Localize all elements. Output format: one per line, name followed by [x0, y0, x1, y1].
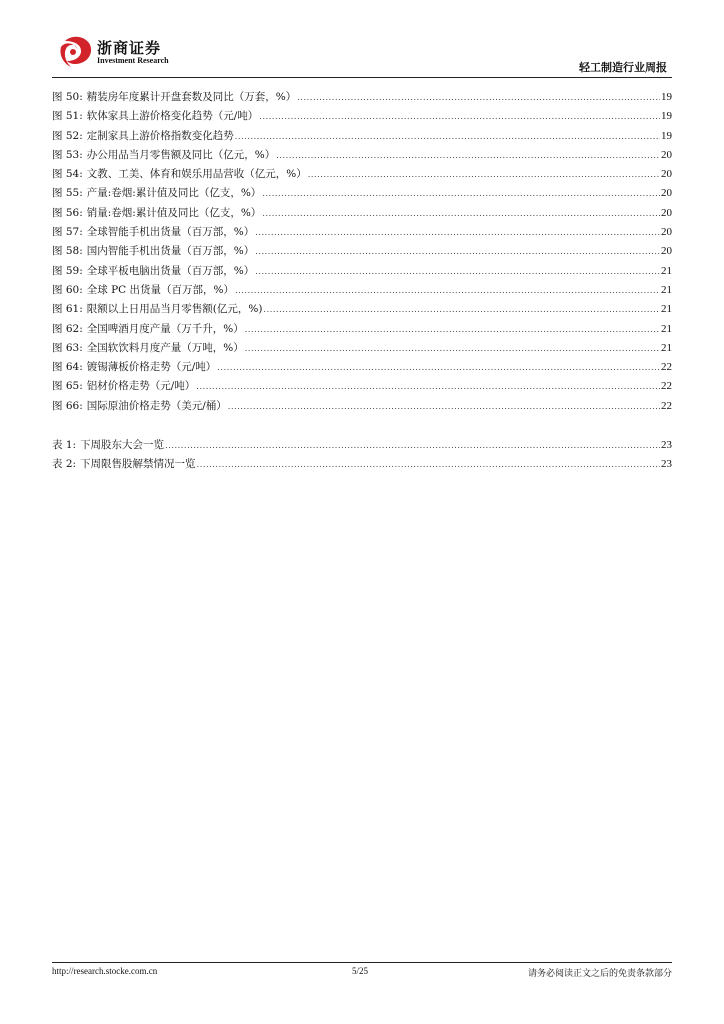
toc-leader-dots	[255, 242, 660, 261]
toc-entry-page: 23	[661, 439, 672, 451]
toc-entry-prefix: 图 60:	[52, 283, 83, 296]
toc-entry-title: 全国软饮料月度产量（万吨，%）	[86, 341, 244, 354]
toc-entry-page: 20	[661, 187, 672, 200]
toc-entry-fig-54[interactable]	[52, 165, 672, 184]
company-logo	[57, 35, 167, 71]
toc-entry-title: 产量:卷烟:累计值及同比（亿支，%）	[86, 187, 262, 200]
toc-entry-page: 20	[661, 206, 672, 219]
toc-entry-fig-58[interactable]	[52, 242, 672, 261]
toc-entry-page: 23	[661, 458, 672, 471]
toc-entry-prefix: 图 65:	[52, 380, 83, 393]
toc-entry-fig-59[interactable]	[52, 262, 672, 281]
toc-leader-dots	[228, 397, 660, 416]
toc-entry-page: 21	[661, 322, 672, 335]
toc-entry-page: 21	[661, 264, 672, 277]
toc-entry-title: 国内智能手机出货量（百万部，%）	[86, 245, 255, 258]
toc-leader-dots	[259, 107, 660, 126]
toc-leader-dots	[245, 339, 660, 358]
toc-entry-prefix: 图 54:	[52, 168, 83, 181]
toc-entry-fig-61[interactable]	[52, 300, 672, 319]
toc-entry-fig-62[interactable]	[52, 320, 672, 339]
toc-entry-prefix: 图 59:	[52, 264, 83, 277]
toc-entry-prefix: 图 61:	[52, 303, 83, 316]
toc-leader-dots	[276, 146, 660, 165]
toc-entry-prefix: 图 64:	[52, 361, 83, 374]
toc-entry-fig-56[interactable]	[52, 204, 672, 223]
toc-entry-fig-53[interactable]	[52, 146, 672, 165]
toc-entry-fig-64[interactable]	[52, 358, 672, 377]
toc-entry-prefix: 图 55:	[52, 187, 83, 200]
toc-entry-fig-55[interactable]	[52, 184, 672, 203]
toc-entry-fig-60[interactable]	[52, 281, 672, 300]
toc-entry-prefix: 表 1:	[52, 439, 77, 451]
toc-entry-page: 22	[661, 380, 672, 393]
toc-entry-title: 精装房年度累计开盘套数及同比（万套，%）	[86, 91, 297, 103]
toc-leader-dots	[235, 281, 660, 300]
toc-entry-page: 21	[661, 303, 672, 316]
toc-entry-title: 销量:卷烟:累计值及同比（亿支，%）	[86, 206, 262, 219]
toc-leader-dots	[217, 358, 660, 377]
toc-entry-prefix: 表 2:	[52, 458, 77, 471]
toc-entry-fig-63[interactable]	[52, 339, 672, 358]
toc-leader-dots	[262, 204, 660, 223]
toc-entry-prefix: 图 53:	[52, 148, 83, 161]
toc-entry-title: 国际原油价格走势（美元/桶）	[86, 399, 227, 412]
toc-entry-title: 全球智能手机出货量（百万部，%）	[86, 226, 255, 239]
toc-entry-title: 下周股东大会一览	[80, 439, 165, 451]
logo-mark-icon	[57, 35, 93, 69]
toc-entry-prefix: 图 58:	[52, 245, 83, 258]
toc-leader-dots	[235, 127, 660, 146]
toc-leader-dots	[196, 377, 660, 396]
toc-entry-page: 22	[661, 399, 672, 412]
logo-english-name: Investment Research	[97, 56, 169, 65]
toc-entry-title: 全球 PC 出货量（百万部，%）	[86, 283, 235, 296]
toc-entry-page: 19	[661, 110, 672, 123]
toc-entry-prefix: 图 66:	[52, 399, 83, 412]
toc-entry-title: 限额以上日用品当月零售额(亿元，%)	[86, 303, 263, 316]
toc-leader-dots	[245, 320, 660, 339]
toc-entry-fig-51[interactable]	[52, 107, 672, 126]
toc-entry-prefix: 图 57:	[52, 226, 83, 239]
toc-entry-title: 铝材价格走势（元/吨）	[86, 380, 196, 393]
toc-entry-page: 22	[661, 361, 672, 374]
toc-entry-page: 20	[661, 226, 672, 239]
toc-leader-dots	[262, 184, 660, 203]
toc-entry-title: 办公用品当月零售额及同比（亿元，%）	[86, 148, 276, 161]
table-list	[52, 436, 672, 475]
toc-entry-page: 21	[661, 341, 672, 354]
toc-leader-dots	[263, 300, 660, 319]
toc-entry-page: 19	[661, 91, 672, 103]
logo-chinese-name: 浙商证券	[97, 39, 162, 57]
toc-leader-dots	[197, 455, 660, 474]
toc-entry-fig-52[interactable]	[52, 127, 672, 146]
toc-entry-page: 20	[661, 148, 672, 161]
toc-entry-prefix: 图 63:	[52, 341, 83, 354]
toc-entry-page: 20	[661, 245, 672, 258]
toc-entry-fig-66[interactable]	[52, 397, 672, 416]
toc-entry-page: 20	[661, 168, 672, 181]
toc-leader-dots	[308, 165, 660, 184]
toc-entry-page: 19	[661, 129, 672, 142]
footer-disclaimer: 请务必阅读正文之后的免责条款部分	[527, 969, 672, 979]
toc-entry-prefix: 图 51:	[52, 110, 83, 123]
header-divider	[52, 77, 672, 78]
toc-entry-fig-65[interactable]	[52, 377, 672, 396]
toc-entry-fig-50[interactable]	[52, 88, 672, 107]
toc-entry-prefix: 图 56:	[52, 206, 83, 219]
toc-entry-page: 21	[661, 283, 672, 296]
toc-leader-dots	[255, 262, 660, 281]
footer-divider	[52, 962, 672, 963]
toc-entry-title: 下周限售股解禁情况一览	[80, 458, 196, 471]
toc-entry-prefix: 图 52:	[52, 129, 83, 142]
toc-entry-table-1[interactable]	[52, 436, 672, 455]
toc-leader-dots	[165, 436, 660, 455]
toc-entry-title: 文教、工美、体育和娱乐用品营收（亿元，%）	[86, 168, 307, 181]
toc-entry-table-2[interactable]	[52, 455, 672, 474]
report-title: 轻工制造行业周报	[579, 61, 667, 74]
footer-url-link[interactable]: http://research.stocke.com.cn	[52, 966, 158, 976]
toc-leader-dots	[255, 223, 660, 242]
toc-entry-title: 全国啤酒月度产量（万千升，%）	[86, 322, 244, 335]
toc-entry-title: 定制家具上游价格指数变化趋势	[86, 129, 234, 142]
toc-entry-title: 镀锡薄板价格走势（元/吨）	[86, 361, 217, 374]
footer-page-number: 5/25	[352, 966, 369, 976]
figure-list	[52, 88, 672, 416]
toc-entry-title: 全球平板电脑出货量（百万部，%）	[86, 264, 255, 277]
toc-entry-title: 软体家具上游价格变化趋势（元/吨）	[86, 110, 259, 123]
toc-entry-fig-57[interactable]	[52, 223, 672, 242]
toc-entry-prefix: 图 50:	[52, 91, 83, 103]
toc-leader-dots	[297, 88, 660, 107]
toc-entry-prefix: 图 62:	[52, 322, 83, 335]
